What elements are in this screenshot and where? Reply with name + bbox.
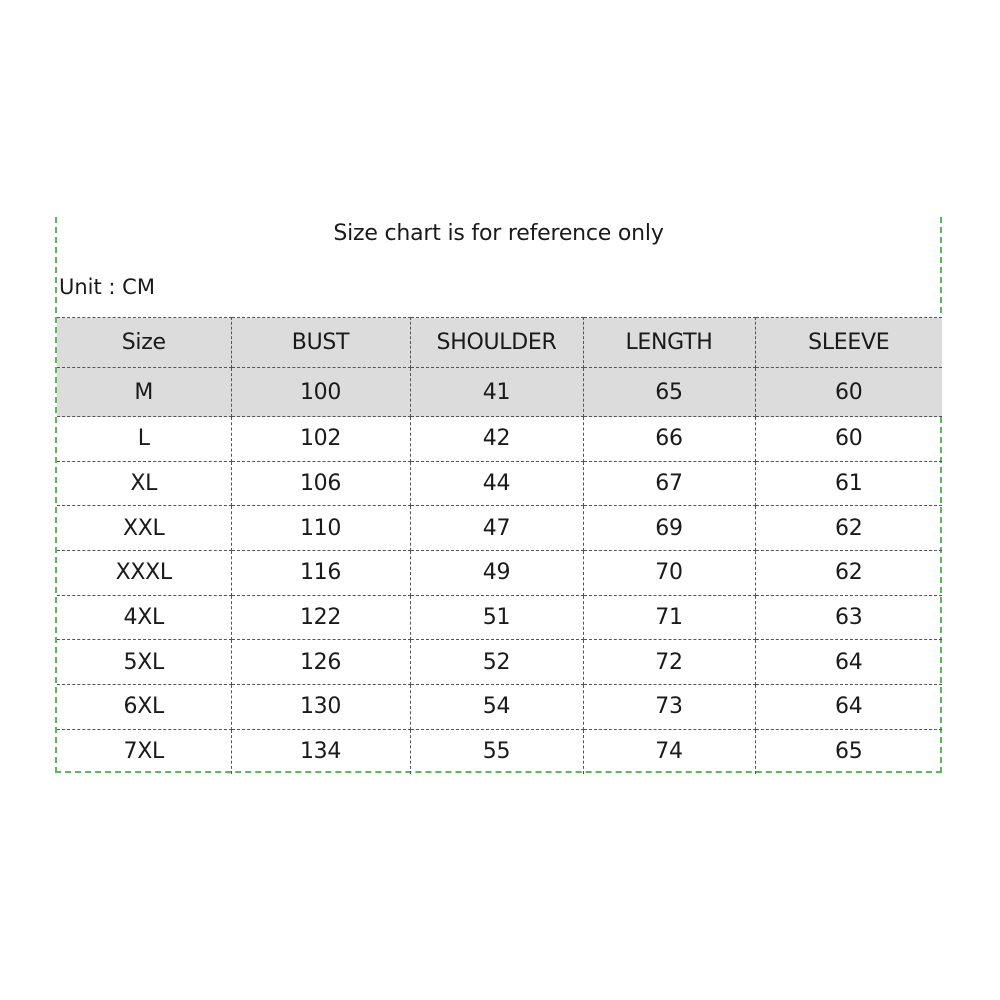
cell-shoulder: 41 [410,368,583,417]
table-row [57,729,942,774]
cell-size: XXXL [57,551,231,596]
cell-size: XXL [57,506,231,551]
table-row [57,417,942,462]
cell-size: 7XL [57,729,231,774]
cell-sleeve: 62 [755,551,942,596]
cell-shoulder: 55 [410,729,583,774]
cell-sleeve: 64 [755,685,942,730]
chart-title: Size chart is for reference only [333,221,664,246]
cell-bust: 126 [231,640,410,685]
unit-label: Unit : CM [59,275,155,299]
cell-length: 67 [583,461,755,506]
cell-bust: 122 [231,595,410,640]
cell-size: XL [57,461,231,506]
header-bust: BUST [231,318,410,368]
table-row [57,368,942,417]
cell-bust: 134 [231,729,410,774]
cell-size: 6XL [57,685,231,730]
cell-length: 71 [583,595,755,640]
table-row [57,640,942,685]
cell-bust: 100 [231,368,410,417]
cell-size: 5XL [57,640,231,685]
size-chart-frame [55,217,942,773]
cell-length: 69 [583,506,755,551]
cell-shoulder: 42 [410,417,583,462]
cell-shoulder: 47 [410,506,583,551]
cell-shoulder: 54 [410,685,583,730]
header-length: LENGTH [583,318,755,368]
table-row [57,685,942,730]
cell-length: 65 [583,368,755,417]
cell-length: 72 [583,640,755,685]
cell-length: 73 [583,685,755,730]
cell-length: 70 [583,551,755,596]
cell-sleeve: 61 [755,461,942,506]
header-size: Size [57,318,231,368]
cell-bust: 102 [231,417,410,462]
cell-sleeve: 64 [755,640,942,685]
cell-length: 66 [583,417,755,462]
table-row [57,595,942,640]
cell-length: 74 [583,729,755,774]
size-table [57,317,942,774]
cell-bust: 110 [231,506,410,551]
cell-sleeve: 65 [755,729,942,774]
header-row [57,318,942,368]
table-row [57,461,942,506]
cell-shoulder: 49 [410,551,583,596]
table-row [57,551,942,596]
cell-shoulder: 44 [410,461,583,506]
cell-size: 4XL [57,595,231,640]
cell-bust: 106 [231,461,410,506]
cell-sleeve: 60 [755,417,942,462]
header-sleeve: SLEEVE [755,318,942,368]
header-shoulder: SHOULDER [410,318,583,368]
table-row [57,506,942,551]
cell-size: L [57,417,231,462]
cell-size: M [57,368,231,417]
cell-bust: 116 [231,551,410,596]
cell-sleeve: 62 [755,506,942,551]
cell-sleeve: 60 [755,368,942,417]
cell-sleeve: 63 [755,595,942,640]
cell-bust: 130 [231,685,410,730]
cell-shoulder: 51 [410,595,583,640]
cell-shoulder: 52 [410,640,583,685]
